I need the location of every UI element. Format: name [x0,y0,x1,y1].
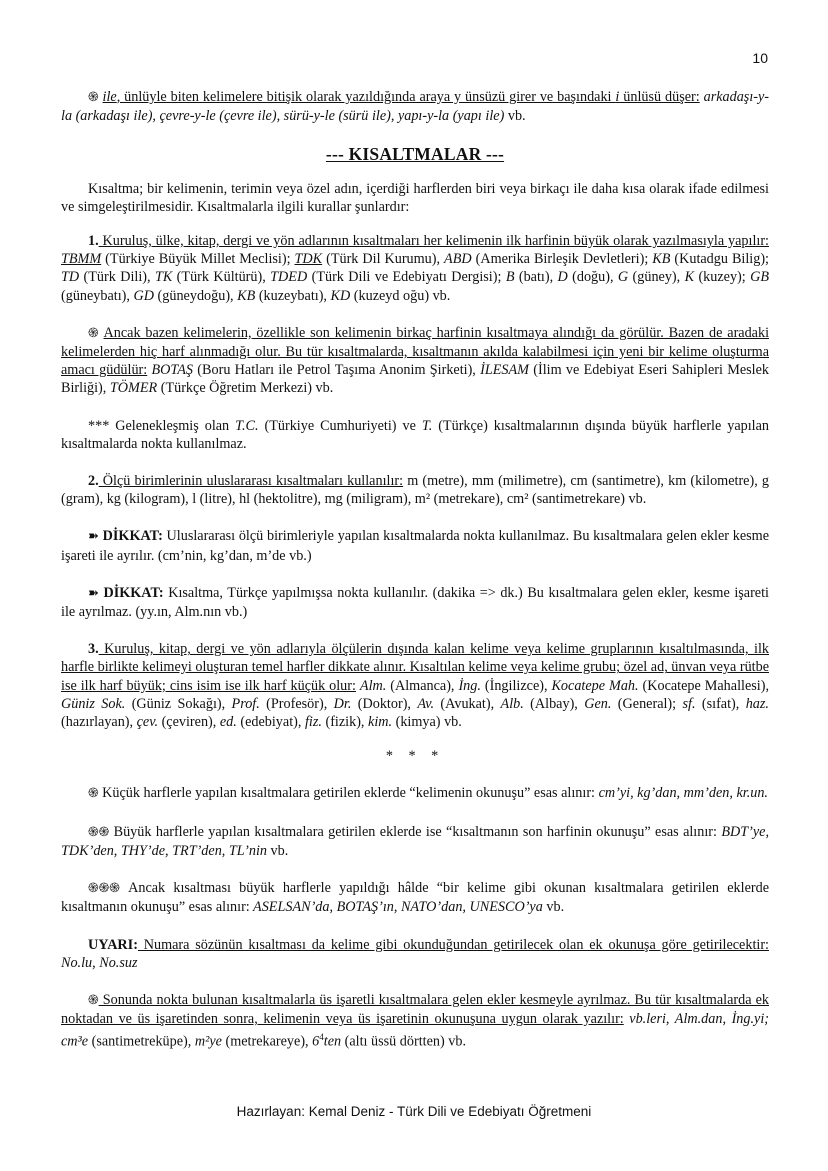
swirl-icon: ֍ [88,90,99,105]
separator-stars: * * * [385,748,445,765]
page-number: 10 [752,50,768,66]
page-content [61,88,769,1051]
swirl-icon: ֍ [88,786,99,802]
uyari-note: UYARI: Numara sözünün kısaltması da kelime gibi okunduğundan getirilecek olan ek okunuşa göre getirilecektir: No.lu, No.suz [61,936,769,971]
arrow-icon: ➽ [88,529,99,545]
swirl-icon: ֍ [88,992,99,1008]
suffix-rule-lowercase: ֍ Küçük harflerle yapılan kısaltmalara getirilen eklerde “kelimenin okunuşu” esas alınır: cm’yi, kg’dan, mm’den, kr.un. [88,785,768,802]
rule-1-note: ֍ Ancak bazen kelimelerin, özellikle son kelimenin birkaç harfinin kısaltmaya alındığı da görülür. Bazen de aradaki kelimelerden hiç harf alınmadığı olur. Bu tür kısaltmalarda, kısaltmanın akılda kalabilmesi için yeni bir kelime oluşturma amacı güdülür: BOTAŞ (Boru Hatları ile Petrol Taşıma Anonim Şirketi), İLESAM (İlim ve Edebiyat Eseri Sahipleri Meslek Birliği), TÖMER (Türkçe Öğretim Merkezi) vb. [61,324,770,397]
suffix-rule-dotted: ֍ Sonunda nokta bulunan kısaltmalarla üs işaretli kısaltmalara gelen ekler kesmeyle ayrılmaz. Bu tür kısaltmalarda ek noktadan ve üs işaretinden sonra, kelimenin veya üs işaretinin okunuşuna uygun olarak yazılır: vb.leri, Alm.dan, İng.yi; cm³e (santimetreküpe), m²ye (metrekareye), $6^4ten$ (altı üssü dörtten) vb. [61,991,769,1051]
swirl-icon: ֍֍ [88,824,110,840]
intro-paragraph: Kısaltma; bir kelimenin, terimin veya özel adın, içerdiği harflerden biri veya birkaçı ile daha kısa olarak ifade edilmesi ve simgeleştirilmesidir. Kısaltmalarla ilgili kurallar şunlardır: [61,180,769,215]
rule-2: 2. Ölçü birimlerinin uluslararası kısaltmaları kullanılır: m (metre), mm (milimetre), cm (santimetre), km (kilometre), g (gram), kg (kilogram), l (litre), hl (hektolitre), mg (miligram), m² (metrekare), cm² (santimetrekare) vb. [61,473,769,508]
suffix-rule-acronym: ֍֍֍ Ancak kısaltması büyük harflerle yapıldığı hâlde “bir kelime gibi okunan kısaltmalara getirilen eklerde kısaltmanın okunuşu” esas alınır: ASELSAN’da, BOTAŞ’ın, NATO’dan, UNESCO’ya vb. [61,880,769,916]
rule-1: 1. Kuruluş, ülke, kitap, dergi ve yön adlarının kısaltmaları her kelimenin ilk harfinin büyük olarak yazılmasıyla yapılır: TBMM (Türkiye Büyük Millet Meclisi); TDK (Türk Dil Kurumu), ABD (Amerika Birleşik Devletleri); KB (Kutadgu Bilig); TD (Türk Dili), TK (Türk Kültürü), TDED (Türk Dili ve Edebiyatı Dergisi); B (batı), D (doğu), G (güney), K (kuzey); GB (güneybatı), GD (güneydoğu), KB (kuzeybatı), KD (kuzeyd oğu) vb. [61,233,770,304]
swirl-icon: ֍֍֍ [88,881,120,897]
paragraph-ile: ֍ ile, ünlüyle biten kelimelere bitişik olarak yazıldığında araya y ünsüzü girer ve başındaki i ünlüsü düşer: arkadaşı-y-la (arkadaşı ile), çevre-y-le (çevre ile), sürü-y-le (sürü ile), yapı-y-la (yapı ile) vb. [61,89,770,125]
warning-2: ➽ DİKKAT: Kısaltma, Türkçe yapılmışsa nokta kullanılır. (dakika => dk.) Bu kısaltmalara gelen ekler, kesme işareti ile ayrılmaz. (yy.ın, Alm.nın vb.) [61,584,769,621]
suffix-rule-uppercase: ֍֍ Büyük harflerle yapılan kısaltmalara getirilen eklerde ise “kısaltmanın son harfinin okunuşu” esas alınır: BDT’ye, TDK’den, THY’de, TRT’den, TL’nin vb. [61,823,770,859]
page-footer: Hazırlayan: Kemal Deniz - Türk Dili ve Edebiyatı Öğretmeni [236,1104,592,1119]
arrow-icon: ➽ [88,585,99,601]
section-title: --- KISALTMALAR --- [325,144,505,165]
warning-1: ➽ DİKKAT: Uluslararası ölçü birimleriyle yapılan kısaltmalarda nokta kullanılmaz. Bu kısaltmalara gelen ekler kesme işareti ile ayrılır. (cm’nin, kg’dan, m’de vb.) [61,528,769,564]
rule-3: 3. Kuruluş, kitap, dergi ve yön adlarıyla ölçülerin dışında kalan kelime veya kelime gruplarının kısaltılmasında, ilk harfle birlikte kelimeyi oluşturan temel harfler dikkate alınır. Kısaltılan kelime veya kelime grubu; özel ad, ünvan veya rütbe ise ilk harf büyük; cins isim ise ilk harf küçük olur: Alm. (Almanca), İng. (İngilizce), Kocatepe Mah. (Kocatepe Mahallesi), Güniz Sok. (Güniz Sokağı), Prof. (Profesör), Dr. (Doktor), Av. (Avukat), Alb. (Albay), Gen. (General); sf. (sıfat), haz. (hazırlayan), çev. (çeviren), ed. (edebiyat), fiz. (fizik), kim. (kimya) vb. [61,641,769,731]
swirl-icon: ֍ [88,325,99,341]
tradition-note: *** Gelenekleşmiş olan T.C. (Türkiye Cumhuriyeti) ve T. (Türkçe) kısaltmalarının dışında büyük harflerle yapılan kısaltmalarda nokta kullanılmaz. [61,417,769,452]
